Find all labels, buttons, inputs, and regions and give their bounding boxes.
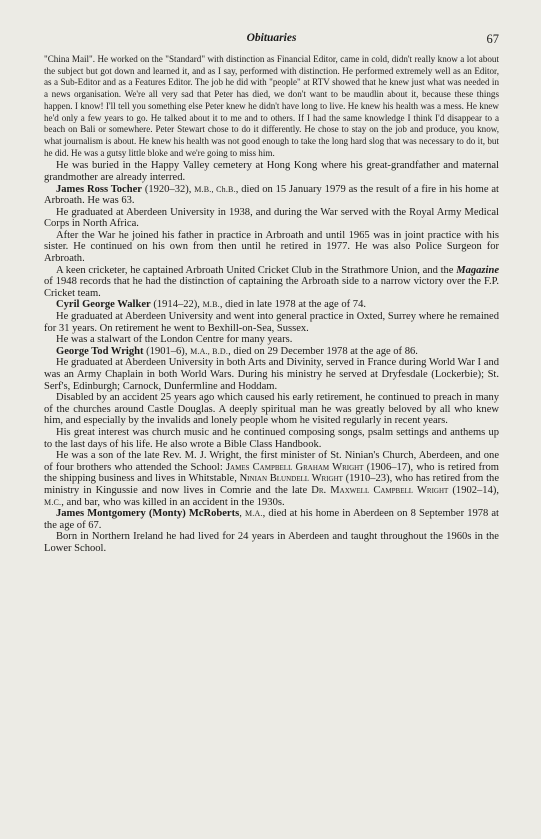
paragraph: He graduated at Aberdeen University in both Arts and Divinity, served in France during World War I and was an Army Chaplain in both World Wars. During his ministry he served at Dryfesdale (Lockerbie); St. Serf's, Edinburgh; Carnock, Dunfermline and Hoddam. [44, 357, 499, 392]
obituary-summary: , died on 15 January 1979 as the result of a fire in his home at Arbroath. He was 63. [44, 183, 499, 207]
text-run: A keen cricketer, he captained Arbroath United Cricket Club in the Strathmore Union, and the [56, 264, 457, 276]
obituary-name: James Ross Tocher [56, 183, 142, 195]
obituary-heading-walker [44, 299, 499, 311]
obituary-years: (1914–22), [150, 299, 203, 311]
obituary-years: (1901–6), [143, 345, 191, 357]
text-run: (1902–14), [448, 484, 499, 496]
text-run: (1906–17), who is retired from the shipping business and lives in Whitstable, [44, 461, 499, 485]
running-head: Obituaries [246, 32, 297, 44]
obituary-name: Cyril George Walker [56, 299, 151, 311]
obituary-degrees: M.A. [244, 509, 263, 519]
brother-name: James Campbell Graham Wright [225, 461, 364, 473]
paragraph: He was a stalwart of the London Centre for many years. [56, 334, 293, 346]
paragraph: After the War he joined his father in practice in Arbroath and until 1965 was in joint practice with his sister. He continued on his own from then until he retired in 1977. He was also Police Surgeon for Arbroath. [44, 229, 499, 265]
paragraph: Born in Northern Ireland he had lived for 24 years in Aberdeen and taught throughout the 1960s in the Lower School. [44, 531, 499, 554]
paragraph: Disabled by an accident 25 years ago which caused his early retirement, he continued to preach in many of the churches around Castle Douglas. A deeply spiritual man he was greatly beloved by all who knew him, and especially by the invalids and lonely people whom he visited regularly in recent years. [44, 392, 499, 427]
paragraph: His great interest was church music and he continued composing songs, psalm settings and anthems up to the last days of his life. He also wrote a Bible Class Handbook. [44, 426, 499, 450]
obituary-summary: , died on 29 December 1978 at the age of 86. [228, 345, 418, 357]
paragraph-cricket [44, 265, 499, 300]
page-number: 67 [486, 32, 499, 46]
obituary-degrees: M.B. [202, 300, 220, 310]
text-run: He was a son of the late Rev. M. J. Wright, the first minister of St. Ninian's Church, Aberdeen, and one of four brothers who attended the School: [44, 450, 499, 473]
obituary-heading-wright [44, 346, 499, 358]
tribute-quote: "China Mail". He worked on the "Standard" with distinction as Financial Editor, came in cold, didn't really know a lot about the subject but got down and learned it, and as I say, performed with distinction. He performed extremely well as an Editor, as a Sub-Editor and as a Features Editor. The job he did with "people" at RTV showed that he knew just what was needed in a news organisation. We're all very sad that Peter has died, we don't want to be maudlin about it, because these things happen. I know! I'll tell you something else Peter knew he didn't have long to live. He knew his health was a mess. He knew he'd only a few years to go. He talked about it to me and to others. If I had the same knowledge I think I'd disappear to a beach on Bali or somewhere. Peter Stewart chose to do it differently. He chose to stay on the job and produce, you know, what journalism is about. He knew his health was not good enough to take the long hard slog that was necessary to do it, but he did. He was a gutsy little bloke and we're going to miss him. [44, 54, 499, 158]
obituary-summary: , died in late 1978 at the age of 74. [219, 299, 366, 311]
paragraph: He graduated at Aberdeen University in 1938, and during the War served with the Royal Army Medical Corps in North Africa. [44, 206, 499, 230]
text-run: of 1948 records that he had the distinction of captaining the Arbroath side to a narrow victory over the F.P. Cricket team. [44, 276, 499, 299]
text-run: , and bar, who was killed in an accident in the 1930s. [61, 496, 285, 508]
obituary-heading-mcroberts [44, 508, 499, 531]
paragraph: He graduated at Aberdeen University and went into general practice in Oxted, Surrey where he remained for 31 years. On retirement he went to Bexhill-on-Sea, Sussex. [44, 311, 499, 334]
text-run: (1910–23), who has retired from the ministry in Kingussie and now lives in Comrie and the late [44, 473, 500, 496]
brother-name: Dr. Maxwell Campbell Wright [311, 484, 449, 496]
page-header [44, 32, 499, 48]
obituary-degrees: M.A., B.D. [190, 346, 229, 356]
text-run: , [239, 508, 245, 520]
obituary-name: George Tod Wright [56, 345, 144, 357]
magazine-title: Magazine [456, 264, 499, 276]
document-page [44, 32, 499, 555]
brother-name: Ninian Blundell Wright [239, 473, 343, 485]
obituary-degrees: M.B., Ch.B. [194, 184, 236, 194]
obituary-degrees: M.C. [44, 497, 62, 507]
paragraph-family [44, 450, 499, 508]
obituary-years: (1920–32), [141, 183, 195, 195]
obituary-heading-tocher [44, 184, 499, 207]
obituary-summary: , died at his home in Aberdeen on 8 September 1978 at the age of 67. [44, 508, 499, 531]
paragraph-burial: He was buried in the Happy Valley cemetery at Hong Kong where his great-grandfather and maternal grandmother are already interred. [44, 160, 499, 183]
obituary-name: James Montgomery (Monty) McRoberts [56, 508, 240, 520]
